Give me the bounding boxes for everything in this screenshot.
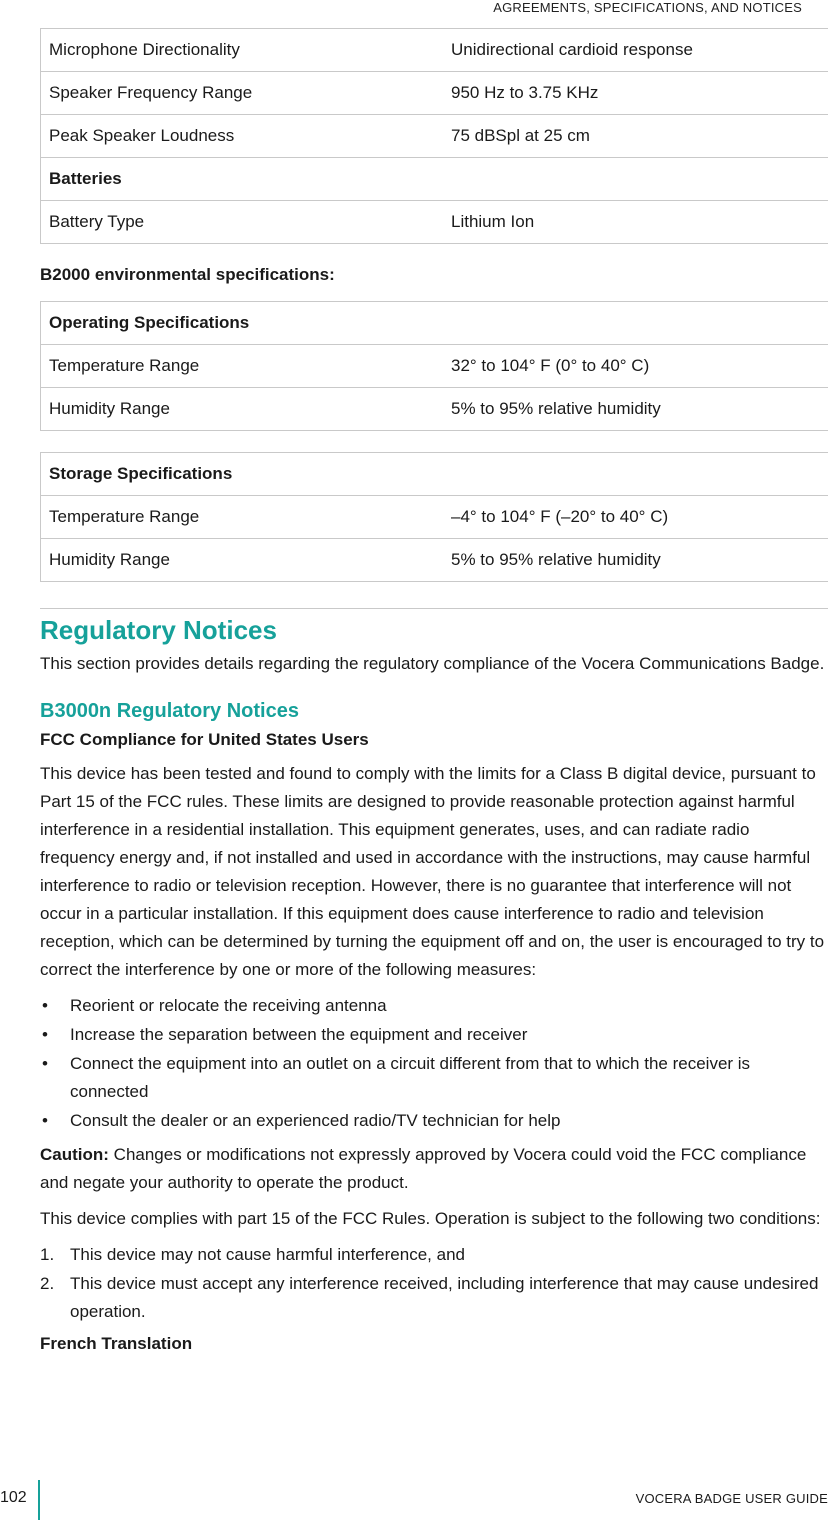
table-row <box>41 158 828 201</box>
spec-name: Humidity Range <box>41 539 444 582</box>
spec-name: Temperature Range <box>41 345 444 388</box>
section-divider <box>40 608 828 609</box>
french-translation-heading: French Translation <box>40 1334 193 1353</box>
operating-spec-table <box>40 301 828 431</box>
caution-text: Changes or modifications not expressly approved by Vocera could void the FCC compliance and negate your authority to operate the product. <box>40 1145 807 1192</box>
operating-spec-title: Operating Specifications <box>41 302 444 345</box>
spec-value: –4° to 104° F (–20° to 40° C) <box>443 496 828 539</box>
spec-name: Speaker Frequency Range <box>41 72 444 115</box>
conditions-list <box>40 1241 828 1326</box>
part15-paragraph: This device complies with part 15 of the FCC Rules. Operation is subject to the following two conditions: <box>40 1209 821 1228</box>
list-item: • Connect the equipment into an outlet on a circuit different from that to which the receiver is connected <box>40 1050 828 1106</box>
audio-battery-spec-table <box>40 28 828 244</box>
bullet-icon: • <box>42 1025 48 1044</box>
list-item: 2. This device must accept any interference received, including interference that may cause undesired operation. <box>40 1270 828 1326</box>
page-number: 102 <box>0 1489 27 1506</box>
spec-name: Battery Type <box>41 201 444 244</box>
list-item: • Reorient or relocate the receiving antenna <box>40 992 828 1020</box>
b3000n-subtitle: B3000n Regulatory Notices <box>40 700 299 722</box>
table-header-row <box>41 453 828 496</box>
footer-accent-bar <box>38 1480 40 1520</box>
table-row <box>41 539 828 582</box>
list-number: 1. <box>40 1245 55 1264</box>
table-row <box>41 115 828 158</box>
table-row <box>41 29 828 72</box>
caution-note <box>40 1141 828 1197</box>
bullet-icon: • <box>42 1111 48 1130</box>
spec-value: 75 dBSpl at 25 cm <box>443 115 828 158</box>
table-row <box>41 345 828 388</box>
spec-value: Unidirectional cardioid response <box>443 29 828 72</box>
table-row <box>41 388 828 431</box>
spec-name: Humidity Range <box>41 388 444 431</box>
spec-value: 950 Hz to 3.75 KHz <box>443 72 828 115</box>
guide-title: VOCERA BADGE USER GUIDE <box>635 1491 828 1506</box>
spec-section-label: Batteries <box>41 158 444 201</box>
spec-value: 5% to 95% relative humidity <box>443 539 828 582</box>
spec-name: Microphone Directionality <box>41 29 444 72</box>
spec-value: Lithium Ion <box>443 201 828 244</box>
regulatory-section <box>40 614 828 1364</box>
list-number: 2. <box>40 1274 55 1293</box>
running-header: AGREEMENTS, SPECIFICATIONS, AND NOTICES <box>493 0 802 15</box>
fcc-paragraph: This device has been tested and found to comply with the limits for a Class B digital device, pursuant to Part 15 of the FCC rules. These limits are designed to provide reasonable protection against harmful interference in a residential installation. This equipment generates, uses, and can radiate radio frequency energy and, if not installed and used in accordance with the instructions, may cause harmful interference to radio or television reception. However, there is no guarantee that interference will not occur in a particular installation. If this equipment does cause interference to radio and television reception, which can be determined by turning the equipment off and on, the user is encouraged to try to correct the interference by one or more of the following measures: <box>40 764 825 979</box>
spec-name: Peak Speaker Loudness <box>41 115 444 158</box>
list-item: 1. This device may not cause harmful interference, and <box>40 1241 828 1269</box>
spec-value: 32° to 104° F (0° to 40° C) <box>443 345 828 388</box>
regulatory-intro: This section provides details regarding the regulatory compliance of the Vocera Communications Badge. <box>40 654 825 673</box>
spec-value: 5% to 95% relative humidity <box>443 388 828 431</box>
fcc-heading: FCC Compliance for United States Users <box>40 730 369 749</box>
caution-label: Caution: <box>40 1145 109 1164</box>
table-header-row <box>41 302 828 345</box>
list-item: • Increase the separation between the equipment and receiver <box>40 1021 828 1049</box>
storage-spec-title: Storage Specifications <box>41 453 444 496</box>
list-item: • Consult the dealer or an experienced radio/TV technician for help <box>40 1107 828 1135</box>
table-row <box>41 496 828 539</box>
spec-name: Temperature Range <box>41 496 444 539</box>
table-row <box>41 72 828 115</box>
regulatory-title: Regulatory Notices <box>40 615 277 645</box>
spec-value <box>443 158 828 201</box>
bullet-icon: • <box>42 1054 48 1073</box>
table-row <box>41 201 828 244</box>
env-spec-heading: B2000 environmental specifications: <box>40 265 335 284</box>
bullet-icon: • <box>42 996 48 1015</box>
storage-spec-table <box>40 452 828 582</box>
measures-list <box>40 992 828 1135</box>
